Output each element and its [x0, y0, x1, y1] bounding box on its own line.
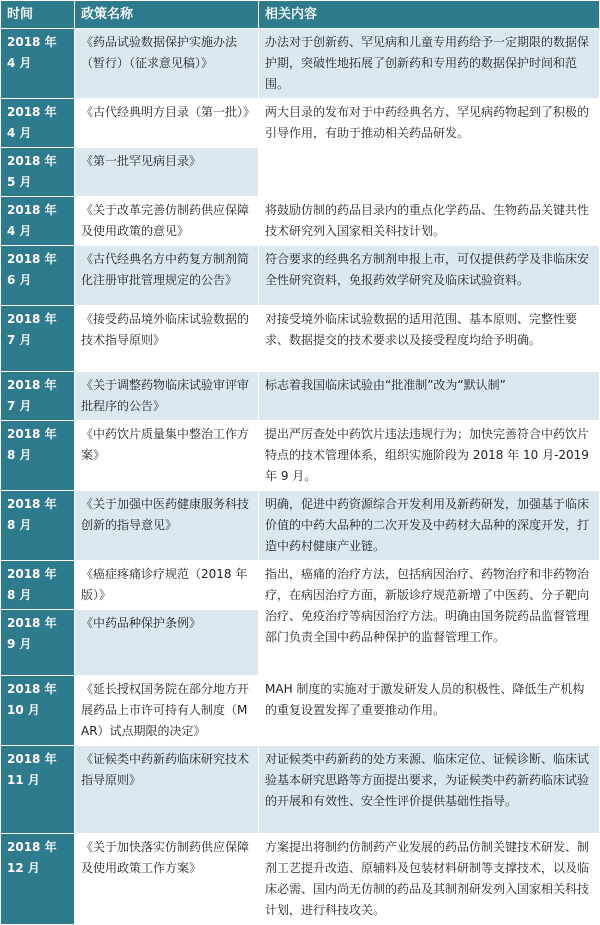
- row-policy-name: 《癌症疼痛诊疗规范（2018 年版）》: [75, 561, 259, 610]
- row-time: 2018 年 4 月: [1, 197, 75, 246]
- row-content: 办法对于创新药、罕见病和儿童专用药给予一定期限的数据保护期，突破性地拓展了创新药和专用药的数据保护时间和范围。: [259, 29, 600, 99]
- row-policy-name: 《古代经典明方目录（第一批）》: [75, 99, 259, 148]
- header-name: 政策名称: [75, 1, 259, 29]
- row-content: 方案提出将制约仿制药产业发展的药品仿制关键技术研发、制剂工艺提升改造、原辅料及包装材料研制等支撑技术，以及临床必需、国内尚无仿制的药品及其制剂研发列入国家相关科技计划，进行科技攻关。: [259, 834, 600, 925]
- table-row: [1, 29, 600, 99]
- row-time: 2018 年 6 月: [1, 246, 75, 306]
- row-content: 将鼓励仿制的药品目录内的重点化学药品、生物药品关键共性技术研究列入国家相关科技计划。: [259, 197, 600, 246]
- row-policy-name: 《第一批罕见病目录》: [75, 148, 259, 197]
- row-time: 2018 年 12 月: [1, 834, 75, 925]
- table-row: [1, 421, 600, 491]
- row-content: 指出，癌痛的治疗方法，包括病因治疗、药物治疗和非药物治疗，在病因治疗方面，新版诊疗规范新增了中医药、分子靶向治疗、免疫治疗等病因治疗方法。明确由国务院药品监督管理部门负责全国中药品种保护的监督管理工作。: [259, 561, 600, 676]
- row-time: 2018 年 7 月: [1, 372, 75, 421]
- table-row: [1, 246, 600, 306]
- row-content: 明确，促进中药资源综合开发利用及新药研发，加强基于临床价值的中药大品种的二次开发及中药材大品种的深度开发，打造中药村健康产业链。: [259, 491, 600, 561]
- table-row: [1, 99, 600, 148]
- table-row: [1, 676, 600, 746]
- row-time: 2018 年 4 月: [1, 29, 75, 99]
- row-time: 2018 年 8 月: [1, 421, 75, 491]
- row-time: 2018 年 5 月: [1, 148, 75, 197]
- row-policy-name: 《关于调整药物临床试验审评审批程序的公告》: [75, 372, 259, 421]
- table-row: [1, 561, 600, 610]
- row-policy-name: 《延长授权国务院在部分地方开展药品上市许可持有人制度（MAR）试点期限的决定》: [75, 676, 259, 746]
- row-policy-name: 《关于加强中医药健康服务科技创新的指导意见》: [75, 491, 259, 561]
- row-policy-name: 《古代经典名方中药复方制剂简化注册审批管理规定的公告》: [75, 246, 259, 306]
- row-policy-name: 《证候类中药新药临床研究技术指导原则》: [75, 746, 259, 834]
- row-content: 对证候类中药新药的处方来源、临床定位、证候诊断、临床试验基本研究思路等方面提出要求，为证候类中药新药临床试验的开展和有效性、安全性评价提供基础性指导。: [259, 746, 600, 834]
- table-row: [1, 491, 600, 561]
- table-row: [1, 746, 600, 834]
- row-policy-name: 《关于加快落实仿制药供应保障及使用政策工作方案》: [75, 834, 259, 925]
- row-policy-name: 《中药饮片质量集中整治工作方案》: [75, 421, 259, 491]
- row-content: 两大目录的发布对于中药经典名方、罕见病药物起到了积极的引导作用，有助于推动相关药品研发。: [259, 99, 600, 197]
- row-time: 2018 年 7 月: [1, 306, 75, 372]
- row-content: 提出严厉查处中药饮片违法违规行为；加快完善符合中药饮片特点的技术管理体系，组织实施阶段为 2018 年 10 月-2019 年 9 月。: [259, 421, 600, 491]
- row-time: 2018 年 9 月: [1, 610, 75, 676]
- table-header-row: [1, 1, 600, 29]
- table-row: [1, 306, 600, 372]
- row-policy-name: 《接受药品境外临床试验数据的技术指导原则》: [75, 306, 259, 372]
- row-time: 2018 年 4 月: [1, 99, 75, 148]
- table-row: [1, 197, 600, 246]
- header-time: 时间: [1, 1, 75, 29]
- row-content: 对接受境外临床试验数据的适用范围、基本原则、完整性要求、数据提交的技术要求以及接受程度均给予明确。: [259, 306, 600, 372]
- table-row: [1, 834, 600, 925]
- row-time: 2018 年 11 月: [1, 746, 75, 834]
- row-policy-name: 《中药品种保护条例》: [75, 610, 259, 676]
- row-time: 2018 年 8 月: [1, 561, 75, 610]
- row-time: 2018 年 10 月: [1, 676, 75, 746]
- row-content: MAH 制度的实施对于激发研发人员的积极性、降低生产机构的重复设置发挥了重要推动作用。: [259, 676, 600, 746]
- table-row: [1, 372, 600, 421]
- row-policy-name: 《药品试验数据保护实施办法（暂行）（征求意见稿）》: [75, 29, 259, 99]
- row-content: 符合要求的经典名方制剂申报上市，可仅提供药学及非临床安全性研究资料，免报药效学研究及临床试验资料。: [259, 246, 600, 306]
- row-policy-name: 《关于改革完善仿制药供应保障及使用政策的意见》: [75, 197, 259, 246]
- header-content: 相关内容: [259, 1, 600, 29]
- row-time: 2018 年 8 月: [1, 491, 75, 561]
- row-content: 标志着我国临床试验由“批准制”改为“默认制”: [259, 372, 600, 421]
